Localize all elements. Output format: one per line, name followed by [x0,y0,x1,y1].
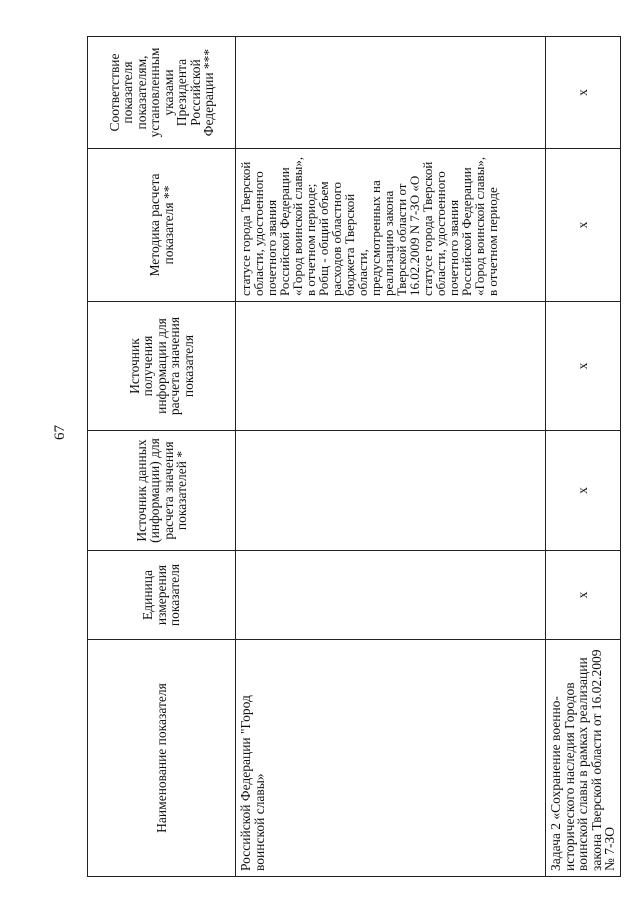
table-row [546,37,621,877]
compliance-cell [236,37,546,149]
header-data-source: Источник данных (информации) для расчета значения показателей * [88,431,236,551]
task-name-cell: Задача 2 «Сохранение военно-исторического наследия Городов воинской славы в рамках реализации закона Тверской области от 16.02.2009 № 7-ЗО [546,640,621,877]
page-number: 67 [52,425,68,440]
compliance-cell: х [546,37,621,149]
indicators-table [87,36,621,877]
info-source-cell: х [546,302,621,431]
table-row [236,37,546,877]
unit-cell: х [546,551,621,640]
header-method: Методика расчета показателя ** [88,149,236,302]
header-compliance: Соответствие показателя показателям, установленным указами Президента Российской Федерации *** [88,37,236,149]
header-unit: Единица измерения показателя [88,551,236,640]
data-source-cell [236,431,546,551]
info-source-cell [236,302,546,431]
header-info-source: Источник получения информации для расчета значения показателя [88,302,236,431]
indicator-name-cell: Российской Федерации "Город воинской славы» [236,640,546,877]
data-source-cell: х [546,431,621,551]
rotated-table-container [87,37,617,877]
unit-cell [236,551,546,640]
table-header-row [88,37,236,877]
document-frame [87,37,617,877]
method-cell: статусе города Тверской области, удостоенного почетного звания Российской Федерации «Город воинской славы», в отчетном периоде; Робщ - общий объем расходов областного бюджета Тверской области, предусмотренных на реализацию закона Тверской области от 16.02.2009 N 7-ЗО «О статусе города Тверской области, удостоенного почетного звания Российской Федерации «Город воинской славы», в отчетном периоде [236,149,546,302]
header-indicator-name: Наименование показателя [88,640,236,877]
method-cell: х [546,149,621,302]
